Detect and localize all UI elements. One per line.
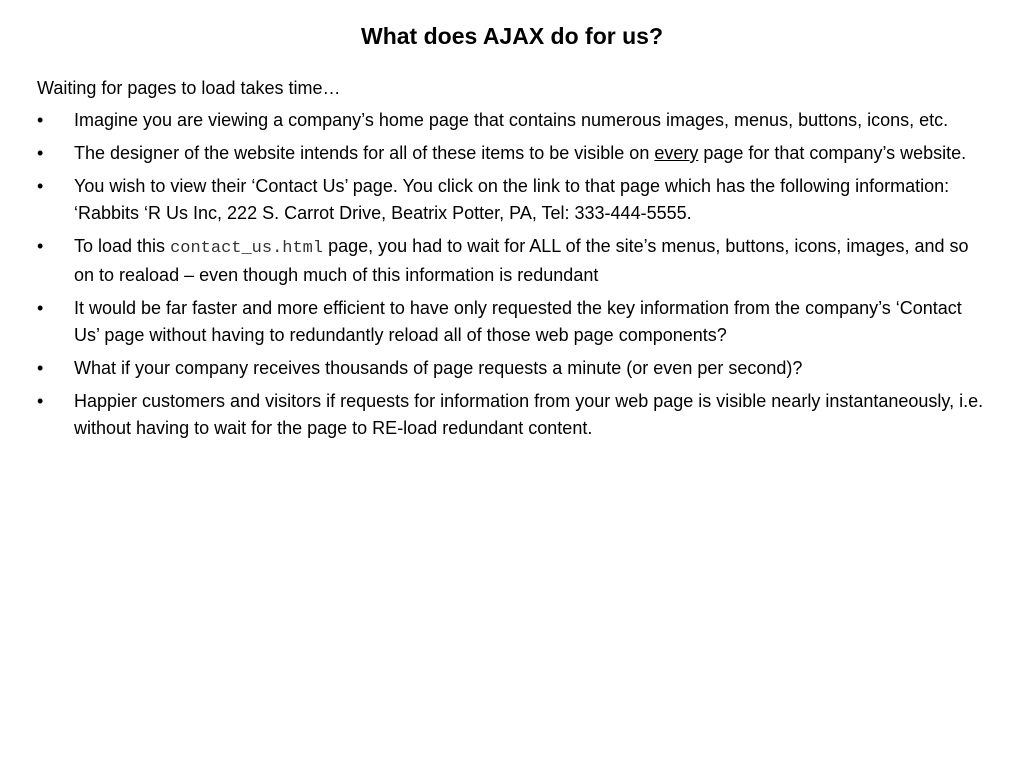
- bullet-text-before: To load this: [74, 236, 171, 256]
- bullet-text: What if your company receives thousands of page requests a minute (or even per second)?: [74, 358, 803, 378]
- bullet-item: [37, 355, 987, 382]
- bullet-list: [37, 107, 987, 448]
- bullet-icon: •: [37, 110, 44, 130]
- bullet-item: [37, 233, 987, 289]
- bullet-text: You wish to view their ‘Contact Us’ page. You click on the link to that page which has the following information: ‘Rabbits ‘R Us Inc, 222 S. Carrot Drive, Beatrix Potter, PA, Tel: 333-444-5555.: [74, 176, 950, 223]
- emphasis-underlined-word: every: [654, 143, 699, 163]
- bullet-icon: •: [37, 358, 44, 378]
- bullet-text: Happier customers and visitors if requests for information from your web page is visible nearly instantaneously, i.e. without having to wait for the page to RE-load redundant content.: [74, 391, 984, 438]
- bullet-item: [37, 388, 987, 442]
- bullet-icon: •: [37, 143, 44, 163]
- bullet-item: [37, 107, 987, 134]
- bullet-item: [37, 295, 987, 349]
- bullet-text-before: The designer of the website intends for all of these items to be visible on: [74, 143, 655, 163]
- bullet-text: Imagine you are viewing a company’s home page that contains numerous images, menus, buttons, icons, etc.: [74, 110, 949, 130]
- intro-text: Waiting for pages to load takes time…: [37, 78, 341, 98]
- bullet-item: [37, 140, 987, 167]
- bullet-item: [37, 173, 987, 227]
- bullet-text-after: page, you had to wait for ALL of the site’s menus, buttons, icons, images, and so on to reaload – even though much of this information is redundant: [74, 236, 969, 285]
- bullet-text-after: page for that company’s website.: [698, 143, 967, 163]
- slide-title: What does AJAX do for us?: [361, 23, 663, 49]
- bullet-text: It would be far faster and more efficient to have only requested the key information from the company’s ‘Contact Us’ page without having to redundantly reload all of those web page components?: [74, 298, 962, 345]
- bullet-icon: •: [37, 298, 44, 318]
- code-filename: contact_us.html: [170, 239, 324, 258]
- bullet-icon: •: [37, 391, 44, 411]
- bullet-icon: •: [37, 176, 44, 196]
- bullet-icon: •: [37, 236, 44, 256]
